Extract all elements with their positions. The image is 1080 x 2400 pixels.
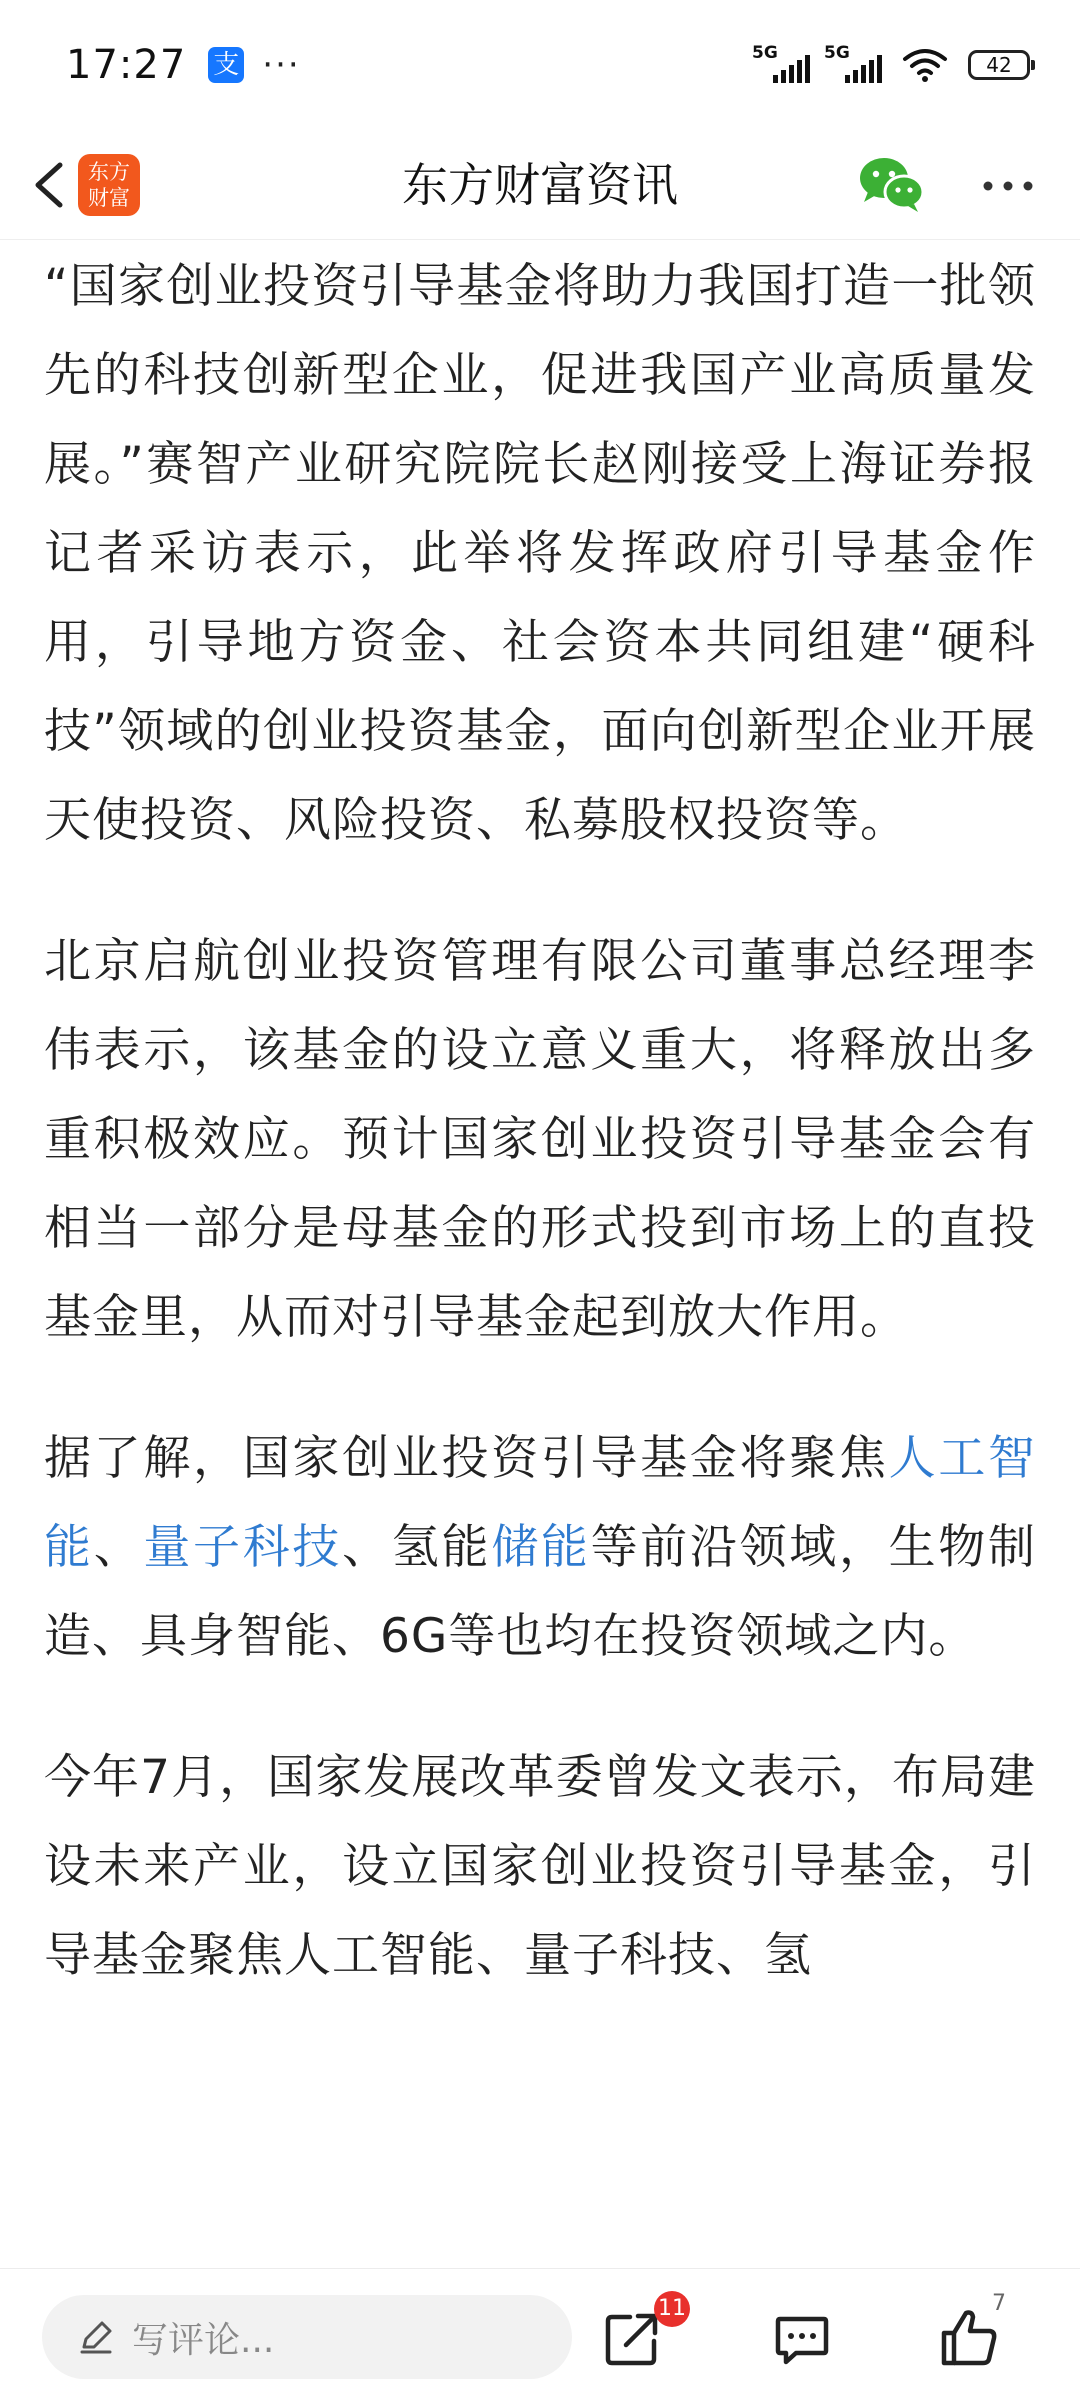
alipay-notification-icon: 支 xyxy=(208,47,244,83)
signal-2-icon xyxy=(824,43,882,83)
keyword-link[interactable]: 人工智能 xyxy=(44,1431,1037,1575)
thumbs-up-icon[interactable] xyxy=(938,2307,1000,2369)
status-time: 17:27 xyxy=(66,42,187,88)
logo-line-1: 东方 xyxy=(88,160,130,184)
paragraph-text: 、 xyxy=(93,1520,144,1575)
status-bar xyxy=(0,0,1080,130)
keyword-link[interactable]: 储能 xyxy=(491,1520,591,1575)
more-horizontal-icon[interactable] xyxy=(978,166,1038,206)
wechat-icon[interactable] xyxy=(856,152,926,216)
comment-placeholder: 写评论... xyxy=(132,2319,275,2361)
comment-icon[interactable] xyxy=(772,2309,832,2369)
status-indicators xyxy=(752,43,1030,83)
article-paragraph xyxy=(44,242,1036,865)
paragraph-text: 、氢能 xyxy=(342,1520,492,1575)
paragraph-text: 今年7月，国家发展改革委曾发文表示，布局建设未来产业，设立国家创业投资引导基金，引导基金聚焦人工智能、量子科技、氢 xyxy=(44,1750,1036,1983)
paragraph-text: “国家创业投资引导基金将助力我国打造一批领先的科技创新型企业，促进我国产业高质量发展。”赛智产业研究院院长赵刚接受上海证券报记者采访表示，此举将发挥政府引导基金作用，引导地方资金、社会资本共同组建“硬科技”领域的创业投资基金，面向创新型企业开展天使投资、风险投资、私募股权投资等。 xyxy=(44,259,1036,848)
network-type-2: 5G xyxy=(824,43,850,63)
share-count-badge: 11 xyxy=(654,2291,690,2327)
article-paragraph xyxy=(44,1733,1036,2000)
page-title: 东方财富资讯 xyxy=(402,158,678,212)
article-paragraph xyxy=(44,917,1036,1362)
comment-input[interactable] xyxy=(42,2295,572,2379)
share-icon[interactable] xyxy=(602,2309,662,2369)
article-body xyxy=(44,240,1036,2052)
bottom-action-bar xyxy=(0,2268,1080,2400)
nav-bar xyxy=(0,130,1080,240)
logo-line-2: 财富 xyxy=(88,186,130,210)
paragraph-text: 据了解，国家创业投资引导基金将聚焦 xyxy=(44,1431,889,1486)
more-notifications-icon: ··· xyxy=(262,45,301,85)
paragraph-text: 北京启航创业投资管理有限公司董事总经理李伟表示，该基金的设立意义重大，将释放出多重积极效应。预计国家创业投资引导基金会有相当一部分是母基金的形式投到市场上的直投基金里，从而对引导基金起到放大作用。 xyxy=(44,934,1036,1345)
paragraph-text: 等前沿领域，生物制造、具身智能、6G等也均在投资领域之内。 xyxy=(44,1520,1037,1664)
chevron-left-icon[interactable] xyxy=(24,157,80,213)
pen-icon xyxy=(78,2319,114,2355)
app-logo[interactable] xyxy=(78,154,140,216)
keyword-link[interactable]: 量子科技 xyxy=(143,1520,343,1575)
article-paragraph xyxy=(44,1414,1036,1681)
wifi-icon xyxy=(902,47,948,83)
network-type-1: 5G xyxy=(752,43,778,63)
battery-icon: 42 xyxy=(968,50,1030,80)
signal-1-icon xyxy=(752,43,810,83)
like-count: 7 xyxy=(992,2291,1006,2316)
